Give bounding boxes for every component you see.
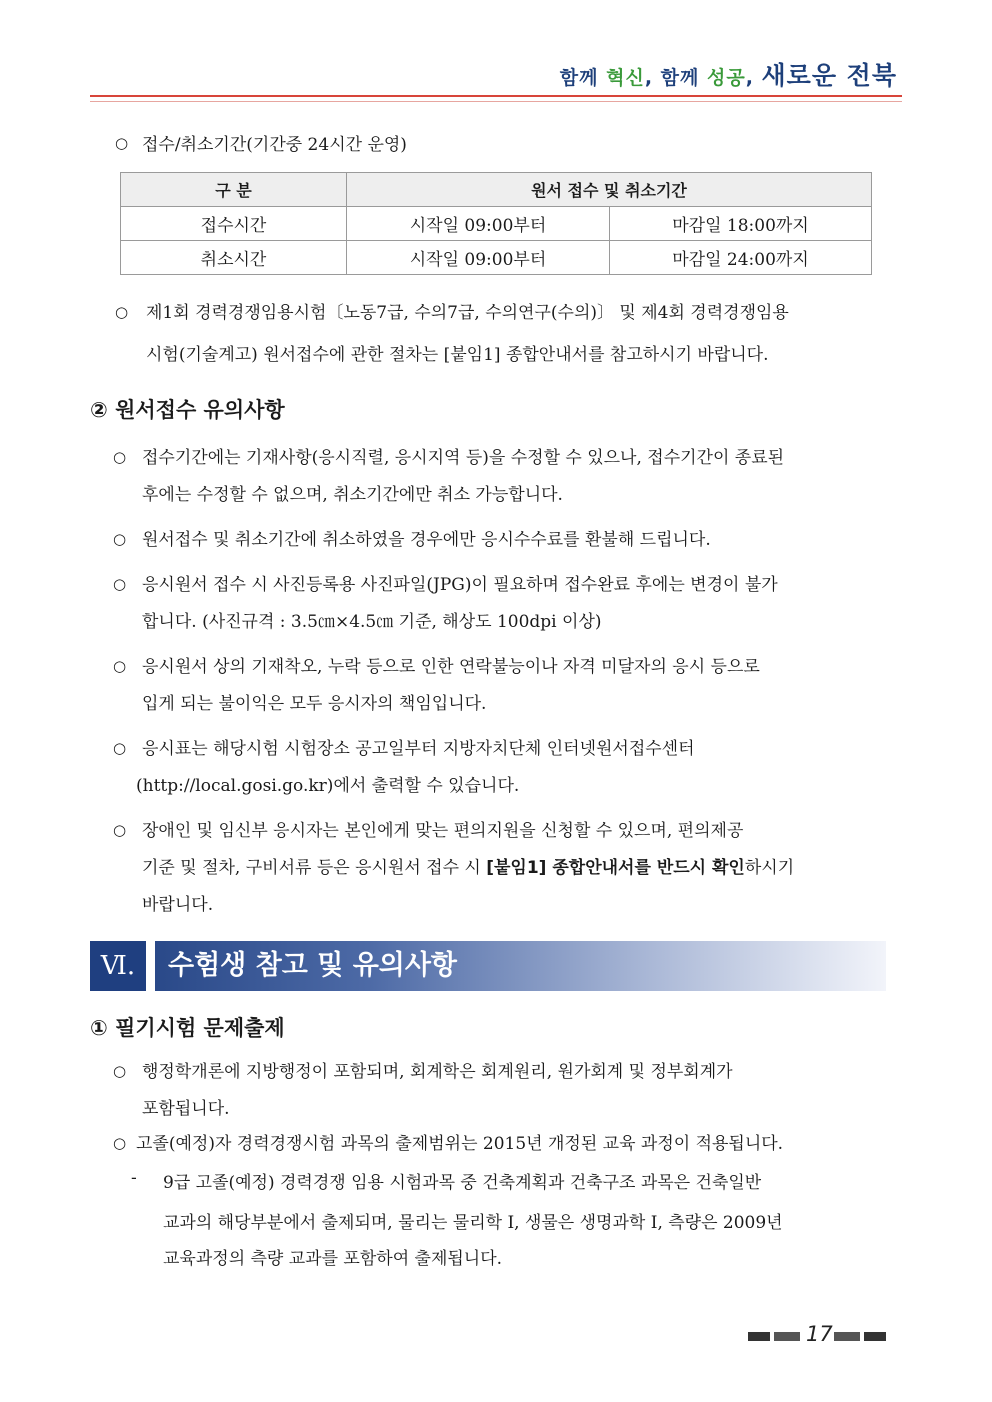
section-title: 수험생 참고 및 유의사항 <box>168 950 458 981</box>
list-item-line: 고졸(예정)자 경력경쟁시험 과목의 출제범위는 2015년 개정된 교육 과정이 적용됩니다. <box>136 1134 784 1154</box>
table-header-row <box>121 173 872 207</box>
table-cell: 마감일 24:00까지 <box>610 241 872 275</box>
bullet: ○ <box>115 134 129 152</box>
period-note-line: 시험(기술계고) 원서접수에 관한 절차는 [붙임1] 종합안내서를 참고하시기 바랍니다. <box>146 345 769 365</box>
period-note-line: 제1회 경력경쟁임용시험〔노동7급, 수의7급, 수의연구(수의)〕 및 제4회 경력경쟁임용 <box>146 303 789 323</box>
table-cell: 시작일 09:00부터 <box>347 241 610 275</box>
dash-marker: - <box>131 1168 137 1188</box>
list-item-line: 행정학개론에 지방행정이 포함되며, 회계학은 회계원리, 원가회계 및 정부회계가 <box>142 1062 733 1082</box>
page-number: 17 <box>806 1322 833 1346</box>
list-item-line: 바랍니다. <box>142 895 214 915</box>
section-banner <box>90 941 886 991</box>
list-item-line: 합니다. (사진규격 : 3.5㎝×4.5㎝ 기준, 해상도 100dpi 이상) <box>142 612 602 632</box>
sub-item-line: 9급 고졸(예정) 경력경쟁 임용 시험과목 중 건축계획과 건축구조 과목은 건축일반 <box>163 1173 762 1193</box>
header-slogan <box>560 56 897 92</box>
list-item-line: 입게 되는 불이익은 모두 응시자의 책임입니다. <box>142 694 487 714</box>
text-run: 기준 및 절차, 구비서류 등은 응시원서 접수 시 <box>142 858 487 878</box>
list-item-line: (http://local.gosi.go.kr)에서 출력할 수 있습니다. <box>136 776 520 796</box>
page-decor-bar <box>864 1332 886 1341</box>
bullet: ○ <box>115 303 129 321</box>
page-decor-bar <box>834 1332 860 1341</box>
sub-heading: ① 필기시험 문제출제 <box>90 1016 285 1040</box>
header-rule <box>90 95 902 97</box>
table-cell: 접수시간 <box>121 207 347 241</box>
list-item-line: 장애인 및 임신부 응시자는 본인에게 맞는 편의지원을 신청할 수 있으며, 편의제공 <box>142 821 744 841</box>
list-item-line: 응시원서 상의 기재착오, 누락 등으로 인한 연락불능이나 자격 미달자의 응시 등으로 <box>142 657 760 677</box>
slogan-part: 성공 <box>706 67 746 89</box>
bullet: ○ <box>113 1062 127 1080</box>
table-cell: 취소시간 <box>121 241 347 275</box>
list-item-line: 포함됩니다. <box>142 1099 230 1119</box>
list-item-line: 후에는 수정할 수 없으며, 취소기간에만 취소 가능합니다. <box>142 485 563 505</box>
slogan-part: 혁신 <box>606 67 645 89</box>
sub-item-line: 교과의 해당부분에서 출제되며, 물리는 물리학 Ⅰ, 생물은 생명과학 Ⅰ, 측량은 2009년 <box>163 1213 783 1233</box>
table-cell: 마감일 18:00까지 <box>610 207 872 241</box>
bullet: ○ <box>113 575 127 593</box>
table-row <box>121 241 872 275</box>
emphasis-text: [붙임1] 종합안내서를 반드시 확인 <box>486 858 745 878</box>
slogan-part: , 함께 <box>644 67 707 89</box>
table-header-cell: 구 분 <box>121 173 347 207</box>
page-footer <box>748 1322 888 1348</box>
page-decor-bar <box>748 1332 770 1341</box>
list-item-line: 원서접수 및 취소기간에 취소하였을 경우에만 응시수수료를 환불해 드립니다. <box>142 530 711 550</box>
list-item-line: 접수기간에는 기재사항(응시직렬, 응시지역 등)을 수정할 수 있으나, 접수기간이 종료된 <box>142 448 785 468</box>
list-item-line: 응시원서 접수 시 사진등록용 사진파일(JPG)이 필요하며 접수완료 후에는 변경이 불가 <box>142 575 778 595</box>
section-heading: ② 원서접수 유의사항 <box>90 398 285 422</box>
page-decor-bar <box>774 1332 800 1341</box>
list-item-line: 응시표는 해당시험 시험장소 공고일부터 지방자치단체 인터넷원서접수센터 <box>142 739 695 759</box>
slogan-part: , <box>745 67 762 89</box>
slogan-part: 새로운 전북 <box>761 61 897 90</box>
sub-item-line: 교육과정의 측량 교과를 포함하여 출제됩니다. <box>163 1249 503 1269</box>
table-row <box>121 207 872 241</box>
period-intro: 접수/취소기간(기간중 24시간 운영) <box>142 135 407 155</box>
bullet: ○ <box>113 448 127 466</box>
text-run: 하시기 <box>744 858 795 878</box>
bullet: ○ <box>113 1134 127 1152</box>
bullet: ○ <box>113 530 127 548</box>
bullet: ○ <box>113 821 127 839</box>
list-item-line <box>142 853 794 878</box>
header-rule-thin <box>90 101 902 102</box>
banner-gap <box>146 941 155 991</box>
table-cell: 시작일 09:00부터 <box>347 207 610 241</box>
slogan-part: 함께 <box>559 67 607 89</box>
bullet: ○ <box>113 657 127 675</box>
bullet: ○ <box>113 739 127 757</box>
period-table <box>120 172 872 275</box>
section-number: Ⅵ. <box>90 941 146 991</box>
table-header-cell: 원서 접수 및 취소기간 <box>347 173 872 207</box>
